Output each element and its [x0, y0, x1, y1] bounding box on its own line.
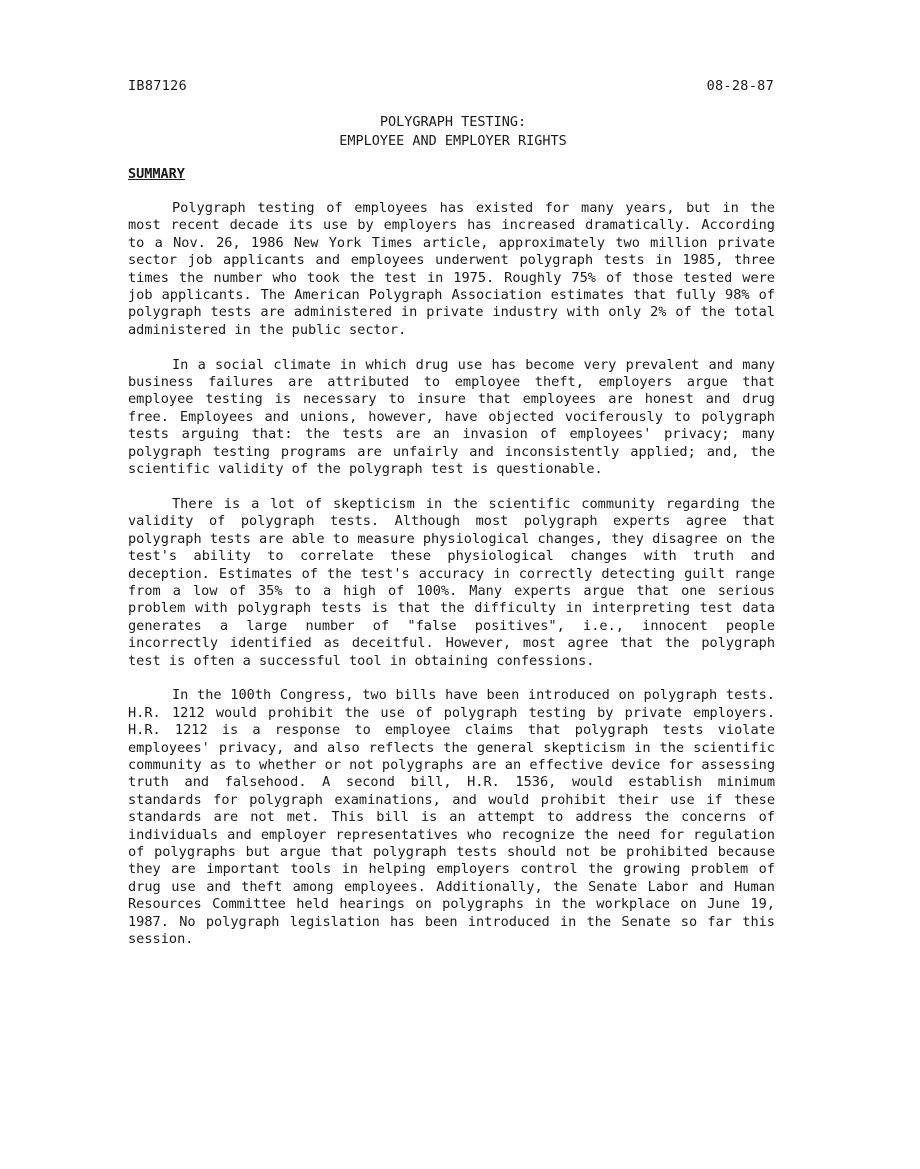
document-id: IB87126 — [128, 78, 187, 94]
summary-paragraph: In the 100th Congress, two bills have been introduced on polygraph tests. H.R. 1212 would prohibit the use of polygraph testing by private employers. H.R. 1212 is a response to employee claims that polygraph tests violate employees' privacy, and also reflects the general skepticism in the scientific community as to whether or not polygraphs are an effective device for assessing truth and falsehood. A second bill, H.R. 1536, would establish minimum standards for polygraph examinations, and would prohibit their use if these standards are not met. This bill is an attempt to address the concerns of individuals and employer representatives who recognize the need for regulation of polygraphs but argue that polygraph tests should not be prohibited because they are important tools in helping employers control the growing problem of drug use and theft among employees. Additionally, the Senate Labor and Human Resources Committee held hearings on polygraphs in the workplace on June 19, 1987. No polygraph legislation has been introduced in the Senate so far this session. — [128, 687, 775, 948]
summary-body — [128, 200, 775, 966]
summary-paragraph: There is a lot of skepticism in the scientific community regarding the validity of polygraph tests. Although most polygraph experts agree that polygraph tests are able to measure physiological changes, they disagree on the test's ability to correlate these physiological changes with truth and deception. Estimates of the test's accuracy in correctly detecting guilt range from a low of 35% to a high of 100%. Many experts argue that one serious problem with polygraph tests is that the difficulty in interpreting test data generates a large number of "false positives", i.e., innocent people incorrectly identified as deceitful. However, most agree that the polygraph test is often a successful tool in obtaining confessions. — [128, 495, 775, 669]
document-date: 08-28-87 — [706, 78, 774, 94]
document-title — [0, 113, 920, 151]
summary-heading: SUMMARY — [128, 166, 185, 182]
title-line-2: EMPLOYEE AND EMPLOYER RIGHTS — [339, 133, 567, 149]
summary-paragraph: In a social climate in which drug use has become very prevalent and many business failures are attributed to employee theft, employers argue that employee testing is necessary to insure that employees are honest and drug free. Employees and unions, however, have objected vociferously to polygraph tests arguing that: the tests are an invasion of employees' privacy; many polygraph testing programs are unfairly and inconsistently applied; and, the scientific validity of the polygraph test is questionable. — [128, 356, 775, 478]
title-line-1: POLYGRAPH TESTING: — [379, 114, 527, 130]
summary-paragraph: Polygraph testing of employees has existed for many years, but in the most recent decade its use by employers has increased dramatically. According to a Nov. 26, 1986 New York Times article, approximately two million private sector job applicants and employees underwent polygraph tests in 1985, three times the number who took the test in 1975. Roughly 75% of those tested were job applicants. The American Polygraph Association estimates that fully 98% of polygraph tests are administered in private industry with only 2% of the total administered in the public sector. — [128, 200, 775, 338]
